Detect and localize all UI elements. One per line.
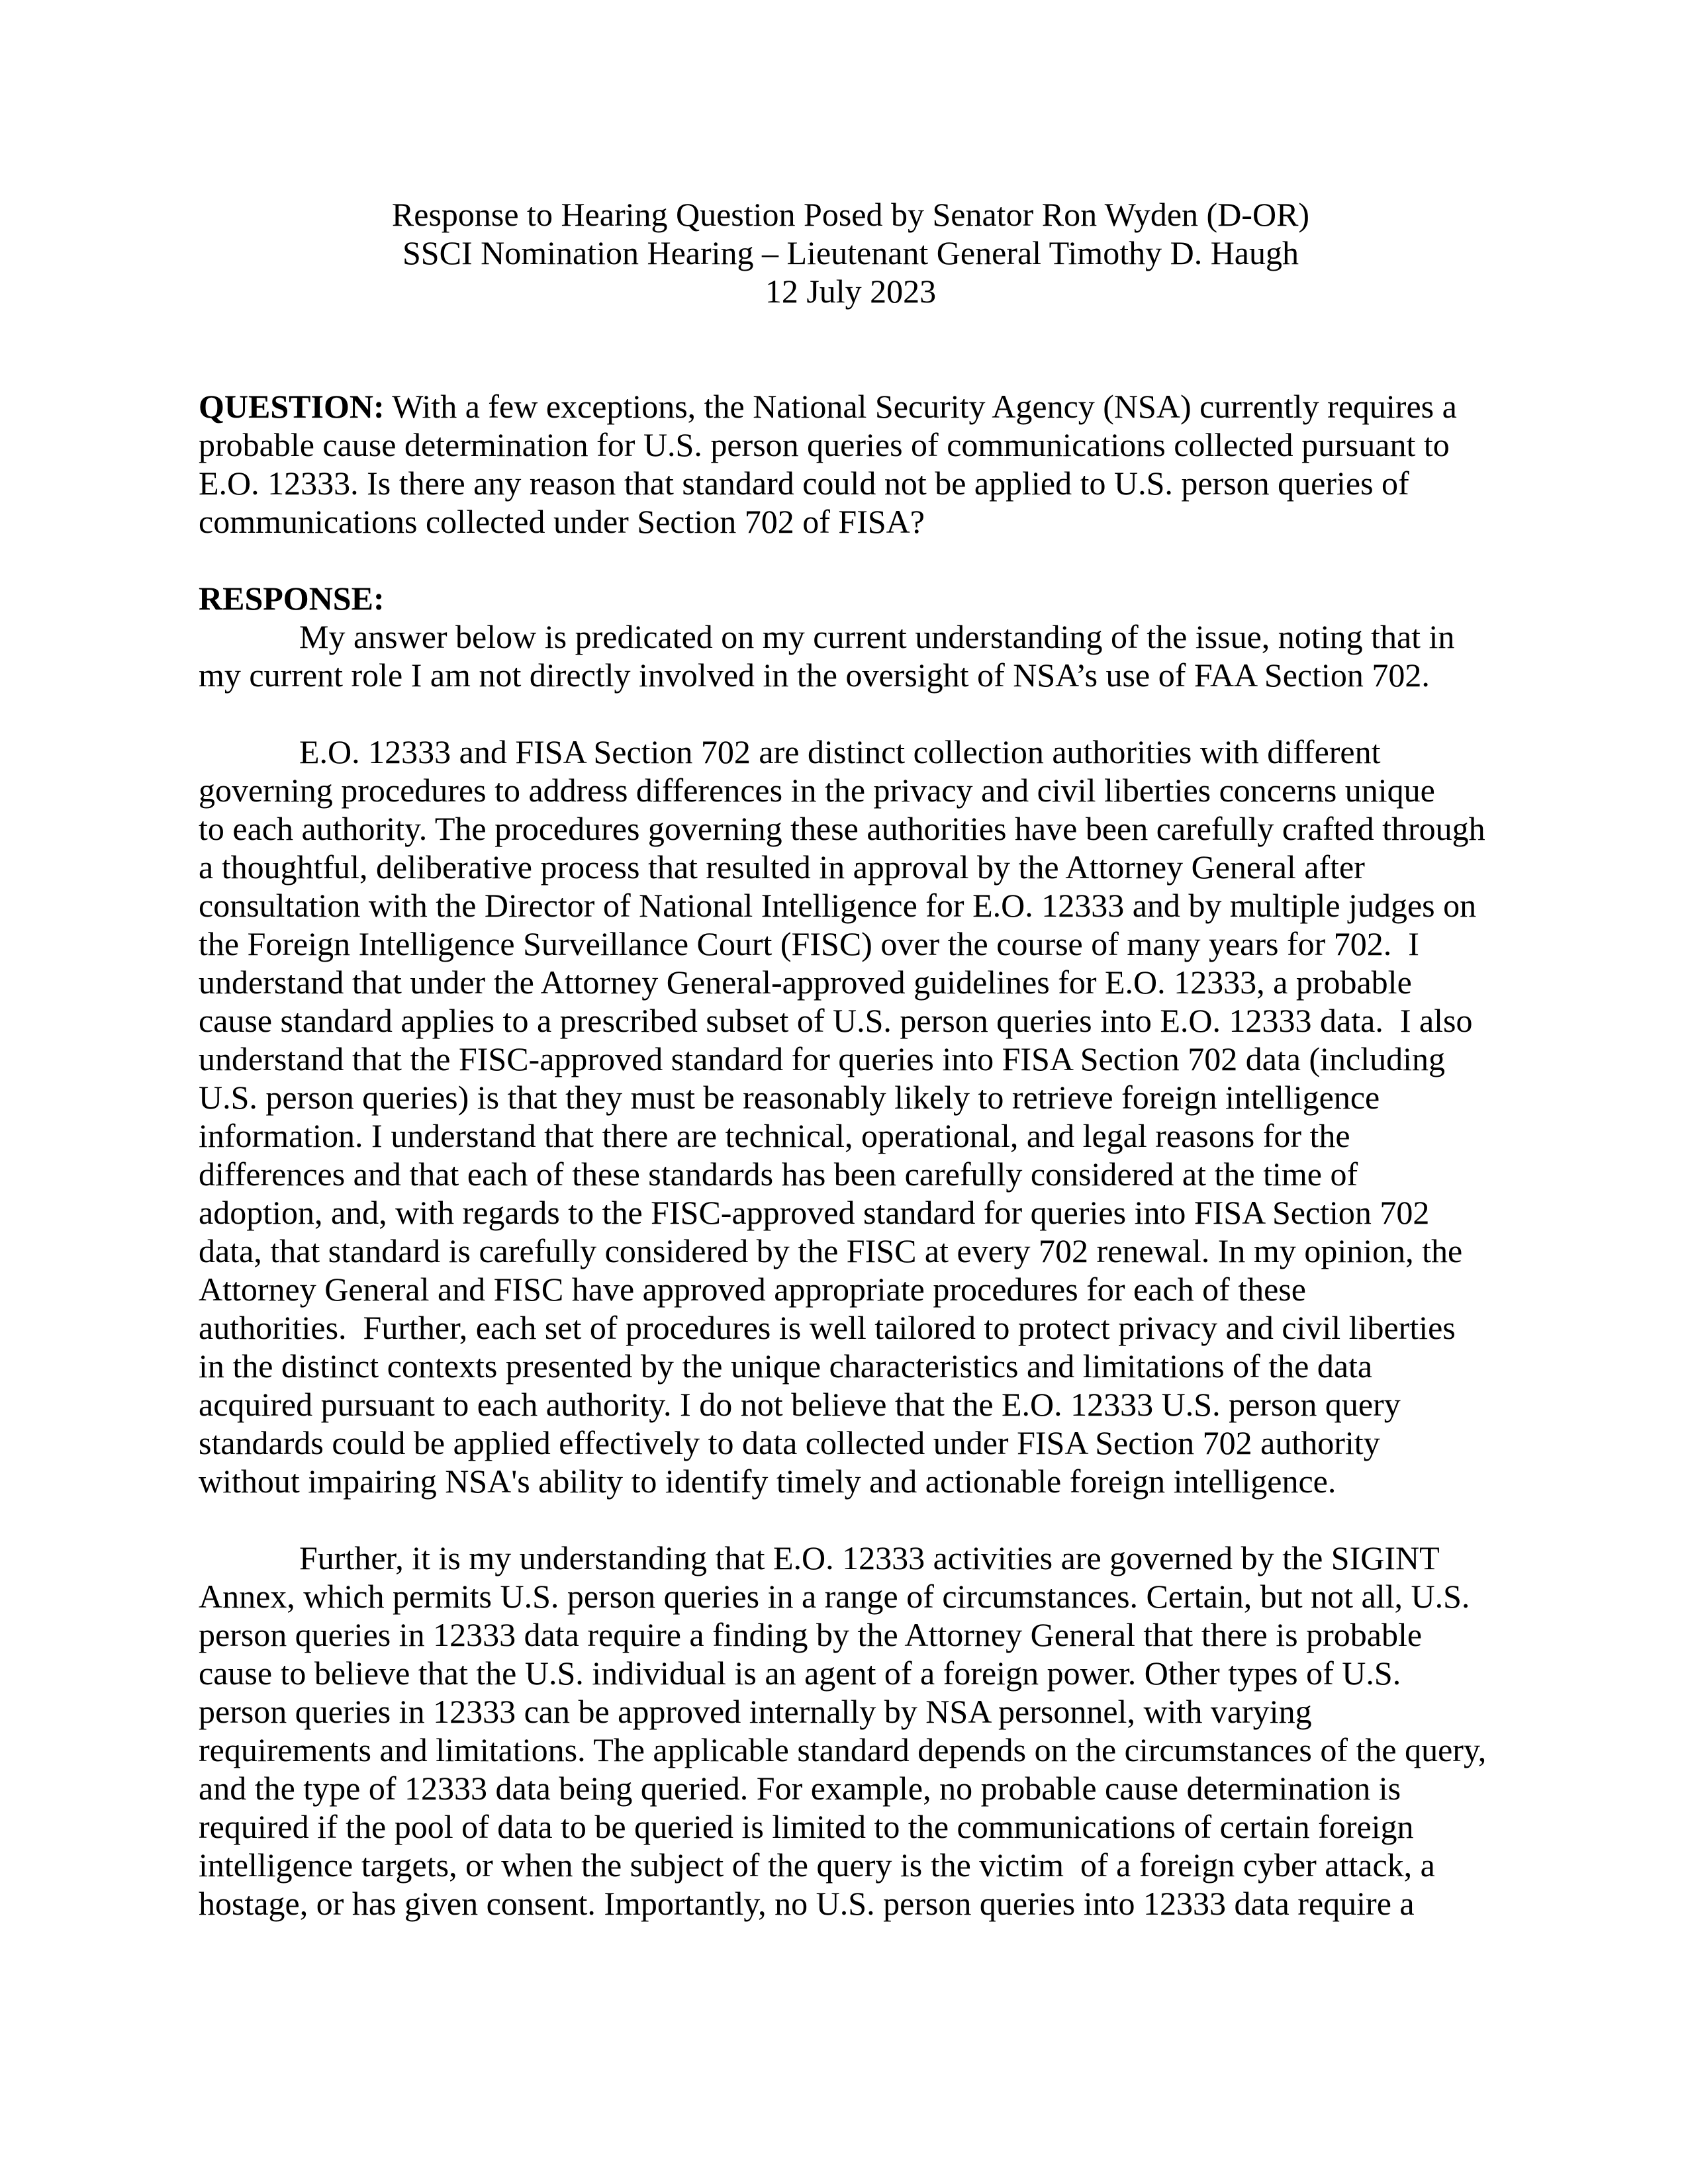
question-label: QUESTION: <box>199 388 385 425</box>
text-line: understand that the FISC-approved standard for queries into FISA Section 702 data (including <box>199 1040 1445 1077</box>
text-line: consultation with the Director of National Intelligence for E.O. 12333 and by multiple judges on <box>199 887 1477 924</box>
text-line: understand that under the Attorney General-approved guidelines for E.O. 12333, a probable <box>199 964 1412 1001</box>
text-line: a thoughtful, deliberative process that resulted in approval by the Attorney General after <box>199 848 1365 886</box>
text-line: cause to believe that the U.S. individual is an agent of a foreign power. Other types of U.S. <box>199 1655 1401 1692</box>
text-line: probable cause determination for U.S. person queries of communications collected pursuant to <box>199 426 1450 463</box>
text-line: intelligence targets, or when the subject of the query is the victim of a foreign cyber attack, a <box>199 1846 1435 1884</box>
text-line: cause standard applies to a prescribed subset of U.S. person queries into E.O. 12333 data. I also <box>199 1002 1473 1039</box>
text-line: my current role I am not directly involved in the oversight of NSA’s use of FAA Section 702. <box>199 657 1430 694</box>
header-date-line: 12 July 2023 <box>765 273 937 310</box>
question-first-line-text: With a few exceptions, the National Security Agency (NSA) currently requires a <box>384 388 1457 425</box>
text-line: information. I understand that there are technical, operational, and legal reasons for the <box>199 1117 1350 1154</box>
text-line: U.S. person queries) is that they must be reasonably likely to retrieve foreign intelligence <box>199 1079 1380 1116</box>
text-line: governing procedures to address differences in the privacy and civil liberties concerns unique <box>199 772 1435 809</box>
text-line: differences and that each of these standards has been carefully considered at the time of <box>199 1156 1358 1193</box>
response-paragraph-1 <box>199 617 1503 694</box>
header-title-line-1: Response to Hearing Question Posed by Senator Ron Wyden (D-OR) <box>391 196 1310 233</box>
text-line: E.O. 12333 and FISA Section 702 are distinct collection authorities with different <box>299 733 1381 770</box>
response-section <box>199 579 1503 1923</box>
text-line: My answer below is predicated on my current understanding of the issue, noting that in <box>299 618 1455 655</box>
text-line: in the distinct contexts presented by the unique characteristics and limitations of the data <box>199 1347 1373 1385</box>
header-title-line-2: SSCI Nomination Hearing – Lieutenant General Timothy D. Haugh <box>402 234 1299 271</box>
response-label: RESPONSE: <box>199 580 385 617</box>
text-line: communications collected under Section 702 of FISA? <box>199 503 925 540</box>
text-line: required if the pool of data to be queried is limited to the communications of certain foreign <box>199 1808 1414 1845</box>
response-paragraph-2 <box>199 733 1503 1500</box>
text-line: and the type of 12333 data being queried. For example, no probable cause determination is <box>199 1770 1401 1807</box>
text-line: hostage, or has given consent. Importantly, no U.S. person queries into 12333 data require a <box>199 1885 1415 1922</box>
text-line: authorities. Further, each set of procedures is well tailored to protect privacy and civil liberties <box>199 1309 1456 1346</box>
text-line: E.O. 12333. Is there any reason that standard could not be applied to U.S. person queries of <box>199 465 1409 502</box>
text-line: Attorney General and FISC have approved appropriate procedures for each of these <box>199 1271 1306 1308</box>
text-line: requirements and limitations. The applicable standard depends on the circumstances of the query, <box>199 1731 1487 1768</box>
text-line: acquired pursuant to each authority. I do not believe that the E.O. 12333 U.S. person query <box>199 1386 1401 1423</box>
response-paragraph-3 <box>199 1539 1503 1923</box>
question-section <box>199 387 1503 541</box>
text-line: to each authority. The procedures governing these authorities have been carefully crafted through <box>199 810 1485 847</box>
text-line: Annex, which permits U.S. person queries in a range of circumstances. Certain, but not all, U.S. <box>199 1578 1470 1615</box>
text-line: standards could be applied effectively to data collected under FISA Section 702 authority <box>199 1424 1380 1461</box>
text-line: adoption, and, with regards to the FISC-approved standard for queries into FISA Section 702 <box>199 1194 1430 1231</box>
text-line: without impairing NSA's ability to identify timely and actionable foreign intelligence. <box>199 1463 1336 1500</box>
text-line: the Foreign Intelligence Surveillance Court (FISC) over the course of many years for 702. I <box>199 925 1419 962</box>
question-paragraph <box>199 426 1503 541</box>
question-first-line <box>199 387 1503 426</box>
text-line: Further, it is my understanding that E.O. 12333 activities are governed by the SIGINT <box>299 1539 1440 1576</box>
text-line: data, that standard is carefully considered by the FISC at every 702 renewal. In my opinion, the <box>199 1232 1463 1269</box>
document-header <box>199 195 1503 310</box>
text-line: person queries in 12333 can be approved internally by NSA personnel, with varying <box>199 1693 1312 1730</box>
text-line: person queries in 12333 data require a finding by the Attorney General that there is probable <box>199 1616 1423 1653</box>
